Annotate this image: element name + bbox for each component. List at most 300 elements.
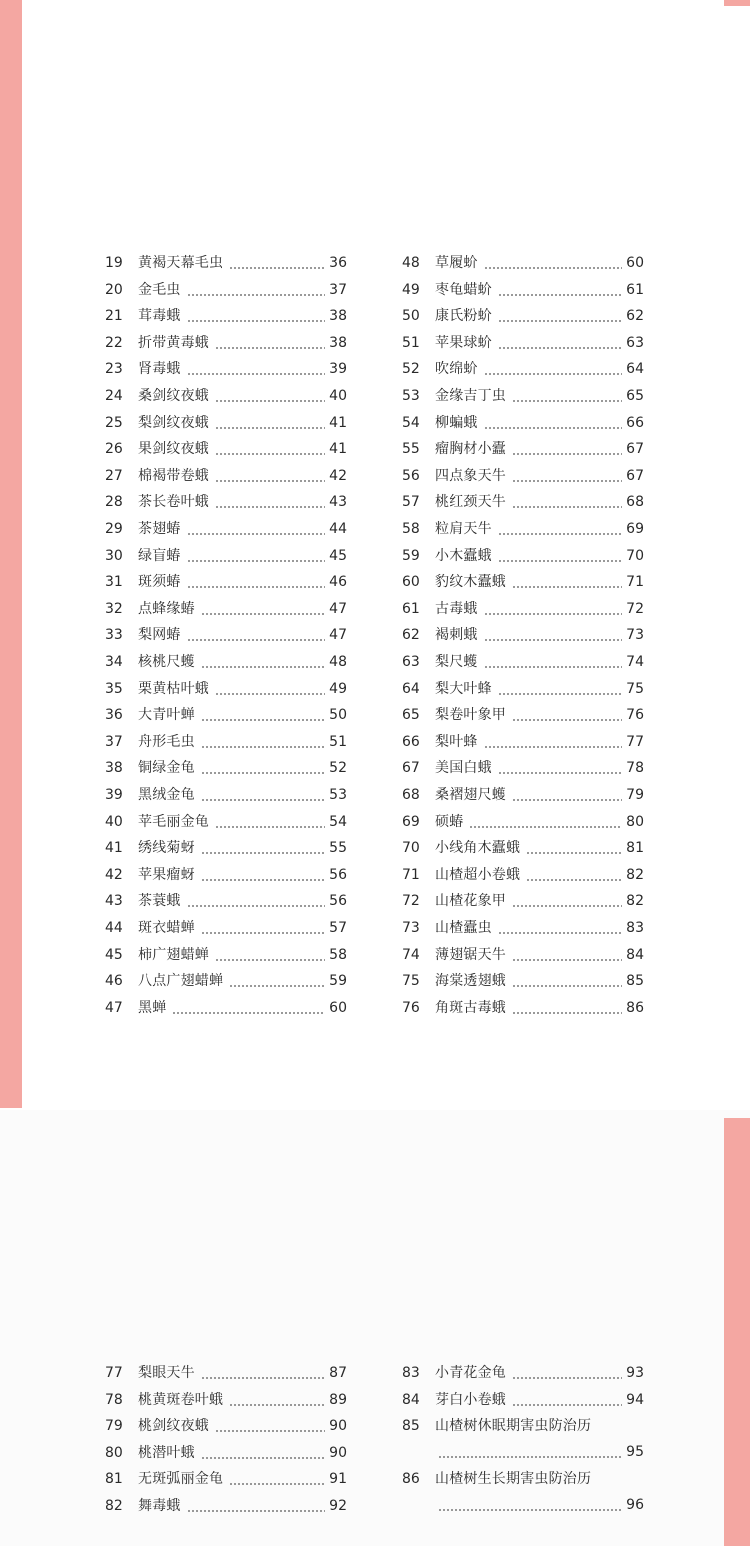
toc-entry-title: 茸毒蛾 bbox=[138, 308, 181, 325]
toc-entry-number: 58 bbox=[402, 521, 420, 537]
toc-entry-title: 黑绒金龟 bbox=[138, 787, 195, 803]
toc-leader-dots bbox=[215, 400, 325, 402]
toc-entry bbox=[402, 1360, 644, 1386]
toc-leader-dots bbox=[201, 1377, 325, 1379]
toc-entry-number: 71 bbox=[402, 866, 420, 883]
toc-entry bbox=[402, 995, 644, 1021]
toc-entry bbox=[105, 250, 347, 276]
toc-entry-number: 76 bbox=[402, 999, 420, 1016]
toc-entry-page: 85 bbox=[626, 973, 644, 990]
toc-leader-dots bbox=[498, 932, 622, 934]
toc-entry-number: 38 bbox=[105, 760, 123, 777]
toc-entry bbox=[402, 1387, 644, 1413]
toc-leader-dots bbox=[201, 666, 325, 668]
toc-entry bbox=[105, 676, 347, 702]
toc-entry-title: 点蜂缘蝽 bbox=[138, 600, 195, 617]
toc-entry bbox=[402, 942, 644, 968]
toc-entry-number: 62 bbox=[402, 627, 420, 644]
toc-leader-dots bbox=[469, 826, 621, 828]
toc-entry-number: 75 bbox=[402, 973, 420, 990]
toc-leader-dots bbox=[512, 799, 622, 801]
toc-entry-title: 金毛虫 bbox=[138, 281, 181, 298]
toc-entry-page: 64 bbox=[626, 361, 644, 378]
toc-entry-number: 86 bbox=[402, 1471, 420, 1488]
toc-entry-page: 40 bbox=[329, 388, 347, 404]
toc-entry bbox=[105, 463, 347, 489]
toc-leader-dots bbox=[187, 905, 325, 907]
toc-entry-title: 梨眼天牛 bbox=[138, 1365, 195, 1381]
toc-entry bbox=[105, 543, 347, 569]
toc-entry-page: 60 bbox=[329, 999, 347, 1016]
toc-entry bbox=[105, 835, 347, 861]
toc-entry bbox=[105, 1387, 347, 1413]
toc-entry-number: 26 bbox=[105, 441, 123, 458]
toc-entry-number: 23 bbox=[105, 361, 123, 378]
toc-entry-page: 63 bbox=[626, 334, 644, 351]
toc-entry-title: 吹绵蚧 bbox=[435, 361, 478, 378]
toc-entry-title: 舟形毛虫 bbox=[138, 733, 195, 750]
pink-edge-bar-right bbox=[724, 1118, 750, 1546]
toc-entry-title: 山楂树生长期害虫防治历 bbox=[435, 1471, 592, 1488]
toc-entry bbox=[105, 942, 347, 968]
toc-entry-number: 30 bbox=[105, 547, 123, 564]
toc-entry-page: 90 bbox=[329, 1418, 347, 1435]
toc-entry-title: 小青花金龟 bbox=[435, 1365, 506, 1381]
toc-entry bbox=[402, 835, 644, 861]
toc-entry-page: 61 bbox=[626, 281, 644, 298]
toc-entry-number: 50 bbox=[402, 308, 420, 325]
toc-entry bbox=[105, 888, 347, 914]
toc-leader-dots bbox=[201, 799, 325, 801]
toc-entry-page: 41 bbox=[329, 414, 347, 431]
toc-entry-title: 四点象天牛 bbox=[435, 467, 506, 484]
toc-leader-dots bbox=[484, 267, 622, 269]
toc-leader-dots bbox=[215, 453, 325, 455]
toc-entry-page: 83 bbox=[626, 920, 644, 936]
toc-leader-dots bbox=[201, 719, 325, 721]
toc-entry-title: 柿广翅蜡蝉 bbox=[138, 946, 209, 963]
toc-entry-number: 21 bbox=[105, 308, 123, 325]
toc-entry-number: 32 bbox=[105, 600, 123, 617]
toc-leader-dots bbox=[229, 1404, 325, 1406]
toc-entry-title: 苹果瘤蚜 bbox=[138, 866, 195, 883]
toc-entry bbox=[402, 436, 644, 462]
toc-entry-title: 茶蓑蛾 bbox=[138, 893, 181, 910]
toc-leader-dots bbox=[172, 1012, 324, 1014]
toc-entry bbox=[402, 702, 644, 728]
toc-entry-page: 60 bbox=[626, 255, 644, 271]
toc-entry bbox=[402, 596, 644, 622]
toc-entry-title: 山楂蠹虫 bbox=[435, 920, 492, 936]
toc-entry-title: 桃红颈天牛 bbox=[435, 494, 506, 511]
toc-entry bbox=[402, 303, 644, 329]
toc-entry-number: 36 bbox=[105, 707, 123, 724]
toc-entry bbox=[402, 649, 644, 675]
toc-entry-number: 22 bbox=[105, 334, 123, 351]
toc-entry-number: 74 bbox=[402, 946, 420, 963]
toc-leader-dots bbox=[187, 560, 325, 562]
toc-entry-title: 枣龟蜡蚧 bbox=[435, 281, 492, 298]
toc-entry bbox=[402, 1466, 644, 1518]
toc-entry-number: 67 bbox=[402, 760, 420, 777]
toc-entry-page: 76 bbox=[626, 707, 644, 724]
toc-entry-title: 茶长卷叶蛾 bbox=[138, 494, 209, 511]
toc-entry bbox=[402, 622, 644, 648]
toc-leader-dots bbox=[438, 1456, 622, 1458]
toc-entry-page: 68 bbox=[626, 494, 644, 511]
toc-entry-page: 84 bbox=[626, 946, 644, 963]
toc-entry-title: 大青叶蝉 bbox=[138, 707, 195, 724]
toc-leader-dots bbox=[229, 985, 325, 987]
toc-leader-dots bbox=[215, 1430, 325, 1432]
toc-entry bbox=[105, 330, 347, 356]
toc-leader-dots bbox=[187, 586, 325, 588]
toc-entry-title: 美国白蛾 bbox=[435, 760, 492, 777]
toc-entry-number: 53 bbox=[402, 388, 420, 404]
toc-leader-dots bbox=[484, 746, 622, 748]
toc-entry-title: 豹纹木蠹蛾 bbox=[435, 574, 506, 591]
toc-entry-page: 70 bbox=[626, 547, 644, 564]
toc-entry-title: 金缘吉丁虫 bbox=[435, 388, 506, 404]
toc-entry-number: 27 bbox=[105, 467, 123, 484]
toc-entry-number: 56 bbox=[402, 467, 420, 484]
toc-entry-page: 94 bbox=[626, 1391, 644, 1408]
toc-entry-number: 48 bbox=[402, 255, 420, 271]
toc-leader-dots bbox=[484, 613, 622, 615]
toc-entry bbox=[105, 995, 347, 1021]
toc-entry-number: 78 bbox=[105, 1391, 123, 1408]
toc-entry-number: 65 bbox=[402, 707, 420, 724]
toc-leader-dots bbox=[512, 959, 622, 961]
toc-entry-number: 44 bbox=[105, 920, 123, 936]
toc-entry-page: 56 bbox=[329, 866, 347, 883]
toc-entry-title: 斑衣蜡蝉 bbox=[138, 920, 195, 936]
toc-entry-title: 薄翅锯天牛 bbox=[435, 946, 506, 963]
toc-leader-dots bbox=[187, 294, 325, 296]
toc-entry bbox=[105, 569, 347, 595]
toc-entry-page: 57 bbox=[329, 920, 347, 936]
toc-leader-dots bbox=[512, 985, 622, 987]
toc-entry-title: 绿盲蝽 bbox=[138, 547, 181, 564]
toc-entry-page: 38 bbox=[329, 334, 347, 351]
toc-entry bbox=[105, 622, 347, 648]
toc-entry-number: 57 bbox=[402, 494, 420, 511]
toc-leader-dots bbox=[484, 373, 622, 375]
toc-entry bbox=[402, 676, 644, 702]
toc-entry-page: 46 bbox=[329, 574, 347, 591]
toc-entry-number: 39 bbox=[105, 787, 123, 803]
toc-leader-dots bbox=[512, 1404, 622, 1406]
toc-entry-number: 79 bbox=[105, 1418, 123, 1435]
toc-entry-number: 28 bbox=[105, 494, 123, 511]
toc-entry-number: 61 bbox=[402, 600, 420, 617]
toc-entry-title: 海棠透翅蛾 bbox=[435, 973, 506, 990]
toc-entry-number: 82 bbox=[105, 1498, 123, 1514]
toc-leader-dots bbox=[512, 400, 622, 402]
toc-entry-title: 肾毒蛾 bbox=[138, 361, 181, 378]
toc-leader-dots bbox=[187, 373, 325, 375]
toc-entry-number: 77 bbox=[105, 1365, 123, 1381]
toc-entry-title: 斑须蝽 bbox=[138, 574, 181, 591]
toc-entry-number: 31 bbox=[105, 574, 123, 591]
toc-leader-dots bbox=[498, 772, 622, 774]
toc-leader-dots bbox=[526, 879, 622, 881]
toc-entry-title: 桑褶翅尺蠖 bbox=[435, 787, 506, 803]
toc-leader-dots bbox=[215, 826, 325, 828]
toc-entry-title: 桃潜叶蛾 bbox=[138, 1444, 195, 1461]
toc-entry-number: 85 bbox=[402, 1418, 420, 1435]
toc-entry-number: 49 bbox=[402, 281, 420, 298]
toc-entry-page: 73 bbox=[626, 627, 644, 644]
toc-entry bbox=[105, 383, 347, 409]
toc-entry bbox=[105, 436, 347, 462]
toc-page-2 bbox=[0, 1110, 750, 1546]
toc-entry-title: 桑剑纹夜蛾 bbox=[138, 388, 209, 404]
toc-entry-number: 72 bbox=[402, 893, 420, 910]
toc-leader-dots bbox=[187, 1510, 325, 1512]
toc-entry-title: 梨尺蠖 bbox=[435, 654, 478, 670]
toc-entry-title: 黑蝉 bbox=[138, 999, 167, 1016]
toc-entry-number: 70 bbox=[402, 840, 420, 857]
toc-entry-page: 90 bbox=[329, 1444, 347, 1461]
toc-entry-number: 84 bbox=[402, 1391, 420, 1408]
toc-entry-title: 古毒蛾 bbox=[435, 600, 478, 617]
toc-leader-dots bbox=[526, 852, 622, 854]
toc-entry-title: 柳蝙蛾 bbox=[435, 414, 478, 431]
toc-entry bbox=[402, 330, 644, 356]
toc-entry-page: 59 bbox=[329, 973, 347, 990]
toc-entry-number: 47 bbox=[105, 999, 123, 1016]
toc-entry-page: 41 bbox=[329, 441, 347, 458]
toc-entry-page: 80 bbox=[626, 813, 644, 830]
toc-entry-number: 60 bbox=[402, 574, 420, 591]
toc-leader-dots bbox=[512, 506, 622, 508]
toc-entry-page: 82 bbox=[626, 866, 644, 883]
toc-entry-page: 47 bbox=[329, 600, 347, 617]
toc-entry bbox=[402, 543, 644, 569]
toc-entry bbox=[402, 277, 644, 303]
toc-entry-page: 45 bbox=[329, 547, 347, 564]
toc-entry bbox=[105, 277, 347, 303]
toc-entry bbox=[105, 702, 347, 728]
toc-leader-dots bbox=[498, 693, 622, 695]
toc-entry-title: 舞毒蛾 bbox=[138, 1498, 181, 1514]
toc-entry-number: 46 bbox=[105, 973, 123, 990]
toc-entry bbox=[402, 516, 644, 542]
toc-entry bbox=[105, 968, 347, 994]
toc-entry-number: 68 bbox=[402, 787, 420, 803]
toc-entry-page: 79 bbox=[626, 787, 644, 803]
toc-entry-title: 桃剑纹夜蛾 bbox=[138, 1418, 209, 1435]
toc-leader-dots bbox=[438, 1509, 622, 1511]
toc-entry-title: 桃黄斑卷叶蛾 bbox=[138, 1391, 224, 1408]
toc-leader-dots bbox=[484, 427, 622, 429]
toc-leader-dots bbox=[512, 480, 622, 482]
toc-entry-number: 37 bbox=[105, 733, 123, 750]
toc-leader-dots bbox=[512, 453, 622, 455]
toc-entry bbox=[402, 250, 644, 276]
toc-entry bbox=[402, 782, 644, 808]
toc-entry bbox=[105, 303, 347, 329]
toc-entry bbox=[105, 1440, 347, 1466]
toc-entry-number: 51 bbox=[402, 334, 420, 351]
toc-entry bbox=[105, 915, 347, 941]
toc-entry-title: 瘤胸材小蠹 bbox=[435, 441, 506, 458]
toc-entry bbox=[105, 649, 347, 675]
toc-entry-title: 角斑古毒蛾 bbox=[435, 999, 506, 1016]
toc-entry-page: 49 bbox=[329, 680, 347, 697]
toc-entry bbox=[105, 410, 347, 436]
toc-entry-number: 59 bbox=[402, 547, 420, 564]
toc-entry-page: 96 bbox=[626, 1497, 644, 1514]
toc-entry-number: 34 bbox=[105, 654, 123, 670]
toc-entry bbox=[402, 569, 644, 595]
toc-leader-dots bbox=[201, 746, 325, 748]
toc-entry-page: 54 bbox=[329, 813, 347, 830]
toc-entry-title: 小木蠹蛾 bbox=[435, 547, 492, 564]
toc-entry-number: 41 bbox=[105, 840, 123, 857]
toc-leader-dots bbox=[201, 879, 325, 881]
toc-entry-number: 43 bbox=[105, 893, 123, 910]
toc-entry-page: 78 bbox=[626, 760, 644, 777]
toc-entry-number: 55 bbox=[402, 441, 420, 458]
toc-entry-number: 35 bbox=[105, 680, 123, 697]
toc-entry bbox=[402, 729, 644, 755]
toc-entry-title: 山楂花象甲 bbox=[435, 893, 506, 910]
toc-leader-dots bbox=[512, 1377, 622, 1379]
toc-entry-title: 核桃尺蠖 bbox=[138, 654, 195, 670]
toc-entry bbox=[105, 755, 347, 781]
toc-entry-page: 67 bbox=[626, 441, 644, 458]
toc-entry-number: 52 bbox=[402, 361, 420, 378]
toc-entry-page: 51 bbox=[329, 733, 347, 750]
toc-entry-page: 39 bbox=[329, 361, 347, 378]
toc-entry-page: 38 bbox=[329, 308, 347, 325]
toc-entry-page: 55 bbox=[329, 840, 347, 857]
toc-entry-number: 33 bbox=[105, 627, 123, 644]
toc-entry bbox=[402, 489, 644, 515]
toc-entry-number: 64 bbox=[402, 680, 420, 697]
toc-entry bbox=[105, 729, 347, 755]
toc-entry-page: 86 bbox=[626, 999, 644, 1016]
toc-leader-dots bbox=[215, 693, 325, 695]
toc-entry-page: 66 bbox=[626, 414, 644, 431]
toc-leader-dots bbox=[215, 347, 325, 349]
toc-entry-page: 74 bbox=[626, 654, 644, 670]
toc-entry-page: 42 bbox=[329, 467, 347, 484]
toc-leader-dots bbox=[201, 852, 325, 854]
toc-entry-title: 折带黄毒蛾 bbox=[138, 334, 209, 351]
toc-entry-title: 绣线菊蚜 bbox=[138, 840, 195, 857]
toc-entry-number: 40 bbox=[105, 813, 123, 830]
toc-leader-dots bbox=[187, 320, 325, 322]
toc-entry-title: 硕蝽 bbox=[435, 813, 464, 830]
toc-entry bbox=[402, 862, 644, 888]
toc-leader-dots bbox=[512, 1012, 622, 1014]
toc-entry-title: 苹毛丽金龟 bbox=[138, 813, 209, 830]
toc-entry-title: 山楂树休眠期害虫防治历 bbox=[435, 1418, 592, 1435]
toc-entry-page: 87 bbox=[329, 1365, 347, 1381]
toc-entry-page: 65 bbox=[626, 388, 644, 404]
toc-entry bbox=[105, 1360, 347, 1386]
toc-leader-dots bbox=[498, 560, 622, 562]
toc-entry-page: 50 bbox=[329, 707, 347, 724]
toc-entry-number: 20 bbox=[105, 281, 123, 298]
toc-entry bbox=[402, 356, 644, 382]
toc-entry-title: 栗黄枯叶蛾 bbox=[138, 680, 209, 697]
toc-entry-page: 77 bbox=[626, 733, 644, 750]
toc-entry-number: 24 bbox=[105, 388, 123, 404]
toc-entry-title: 梨剑纹夜蛾 bbox=[138, 414, 209, 431]
toc-leader-dots bbox=[201, 772, 325, 774]
toc-entry-title: 褐刺蛾 bbox=[435, 627, 478, 644]
toc-entry bbox=[402, 968, 644, 994]
toc-entry-page: 89 bbox=[329, 1391, 347, 1408]
toc-entry bbox=[105, 862, 347, 888]
toc-entry-title: 棉褐带卷蛾 bbox=[138, 467, 209, 484]
toc-entry-page: 71 bbox=[626, 574, 644, 591]
toc-entry bbox=[402, 410, 644, 436]
toc-entry-number: 25 bbox=[105, 414, 123, 431]
toc-entry-number: 83 bbox=[402, 1365, 420, 1381]
toc-entry-title: 梨卷叶象甲 bbox=[435, 707, 506, 724]
toc-entry-title: 果剑纹夜蛾 bbox=[138, 441, 209, 458]
toc-entry-number: 81 bbox=[105, 1471, 123, 1488]
toc-entry bbox=[402, 915, 644, 941]
toc-leader-dots bbox=[201, 932, 325, 934]
toc-leader-dots bbox=[498, 320, 622, 322]
toc-leader-dots bbox=[484, 639, 622, 641]
toc-entry-page: 62 bbox=[626, 308, 644, 325]
toc-entry-number: 42 bbox=[105, 866, 123, 883]
toc-entry-page: 95 bbox=[626, 1444, 644, 1461]
toc-leader-dots bbox=[201, 613, 325, 615]
toc-entry-title: 八点广翅蜡蝉 bbox=[138, 973, 224, 990]
toc-entry-number: 66 bbox=[402, 733, 420, 750]
toc-entry bbox=[105, 356, 347, 382]
toc-leader-dots bbox=[187, 639, 325, 641]
toc-entry-page: 67 bbox=[626, 467, 644, 484]
toc-entry bbox=[105, 516, 347, 542]
toc-entry bbox=[402, 755, 644, 781]
toc-entry-number: 45 bbox=[105, 946, 123, 963]
toc-entry-title: 粒肩天牛 bbox=[435, 521, 492, 537]
toc-entry-number: 54 bbox=[402, 414, 420, 431]
toc-entry bbox=[105, 489, 347, 515]
toc-entry-page: 36 bbox=[329, 255, 347, 271]
toc-entry-title: 芽白小卷蛾 bbox=[435, 1391, 506, 1408]
toc-entry-title: 梨大叶蜂 bbox=[435, 680, 492, 697]
toc-entry-page: 47 bbox=[329, 627, 347, 644]
toc-leader-dots bbox=[512, 905, 622, 907]
toc-entry-page: 93 bbox=[626, 1365, 644, 1381]
toc-entry bbox=[402, 1413, 644, 1465]
toc-entry bbox=[105, 809, 347, 835]
toc-leader-dots bbox=[215, 427, 325, 429]
toc-entry-page: 53 bbox=[329, 787, 347, 803]
toc-entry-page: 37 bbox=[329, 281, 347, 298]
toc-entry-title: 苹果球蚧 bbox=[435, 334, 492, 351]
toc-entry-title: 黄褐天幕毛虫 bbox=[138, 255, 224, 271]
toc-entry-page: 81 bbox=[626, 840, 644, 857]
toc-entry-number: 19 bbox=[105, 255, 123, 271]
toc-entry-title: 山楂超小卷蛾 bbox=[435, 866, 521, 883]
toc-leader-dots bbox=[201, 1457, 325, 1459]
toc-leader-dots bbox=[498, 347, 622, 349]
toc-entry bbox=[105, 596, 347, 622]
toc-entry-page: 56 bbox=[329, 893, 347, 910]
toc-entry bbox=[105, 1413, 347, 1439]
